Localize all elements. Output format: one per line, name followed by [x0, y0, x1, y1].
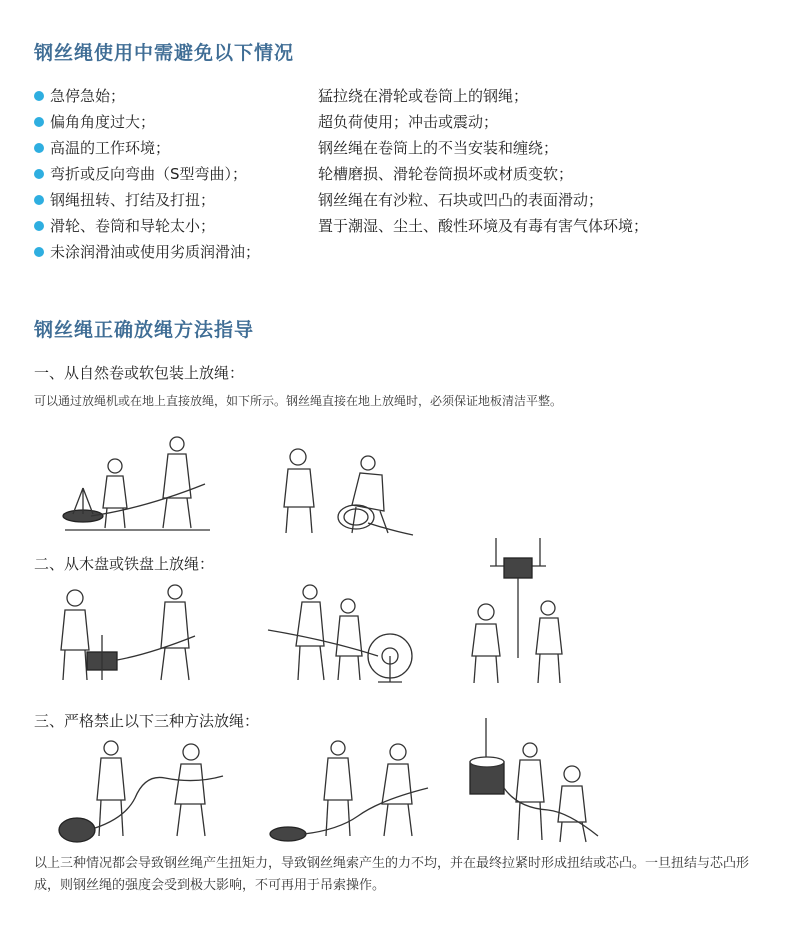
list-item: 钢绳扭转、打结及打扭； — [34, 187, 260, 213]
bullet-dot-icon — [34, 91, 44, 101]
bullet-dot-icon — [34, 247, 44, 257]
bullet-dot-icon — [34, 117, 44, 127]
list-item: 弯折或反向弯曲（S型弯曲）； — [34, 161, 260, 187]
spool-stand-payoff-illustration — [55, 580, 215, 690]
conclusion-paragraph: 以上三种情况都会导致钢丝绳产生扭矩力，导致钢丝绳索产生的力不均，并在最终拉紧时形成扭结或芯凸。一旦扭结与芯凸形成，则钢丝绳的强度会受到极大影响，不可再用于吊索操作。 — [34, 856, 750, 893]
section2-title: 钢丝绳正确放绳方法指导 — [34, 319, 255, 341]
list-item: 置于潮湿、尘土、酸性环境及有毒有害气体环境； — [318, 217, 649, 235]
bullet-dot-icon — [34, 221, 44, 231]
step1-title: 一、从自然卷或软包装上放绳： — [34, 364, 245, 382]
bullet-dot-icon — [34, 143, 44, 153]
avoid-list-left — [34, 83, 260, 265]
coil-payoff-stand-illustration — [55, 428, 220, 538]
list-item: 急停急始； — [34, 83, 260, 109]
bullet-dot-icon — [34, 195, 44, 205]
list-item: 猛拉绕在滑轮或卷筒上的钢绳； — [318, 87, 529, 105]
reel-payoff-illustration — [268, 580, 428, 690]
list-item: 滑轮、卷筒和导轮太小； — [34, 213, 260, 239]
ground-payoff-illustration — [268, 445, 418, 540]
step3-title: 三、严格禁止以下三种方法放绳： — [34, 712, 260, 730]
list-item: 偏角角度过大； — [34, 109, 260, 135]
prohibited-method-2-illustration — [268, 738, 433, 848]
list-item: 高温的工作环境； — [34, 135, 260, 161]
prohibited-method-3-illustration — [468, 718, 608, 848]
bullet-dot-icon — [34, 169, 44, 179]
list-item: 钢丝绳在有沙粒、石块或凹凸的表面滑动； — [318, 191, 604, 209]
list-item: 未涂润滑油或使用劣质润滑油； — [34, 239, 260, 265]
list-item: 轮槽磨损、滑轮卷筒损坏或材质变软； — [318, 165, 574, 183]
prohibited-method-1-illustration — [55, 738, 230, 848]
overhead-spool-payoff-illustration — [468, 538, 578, 688]
list-item: 钢丝绳在卷筒上的不当安装和缠绕； — [318, 139, 559, 157]
list-item: 超负荷使用；冲击或震动； — [318, 113, 499, 131]
step1-note: 可以通过放绳机或在地上直接放绳，如下所示。钢丝绳直接在地上放绳时，必须保证地板清洁平整。 — [34, 394, 563, 408]
section1-title: 钢丝绳使用中需避免以下情况 — [34, 42, 295, 64]
avoid-list-right — [302, 83, 648, 239]
step2-title: 二、从木盘或铁盘上放绳： — [34, 555, 215, 573]
